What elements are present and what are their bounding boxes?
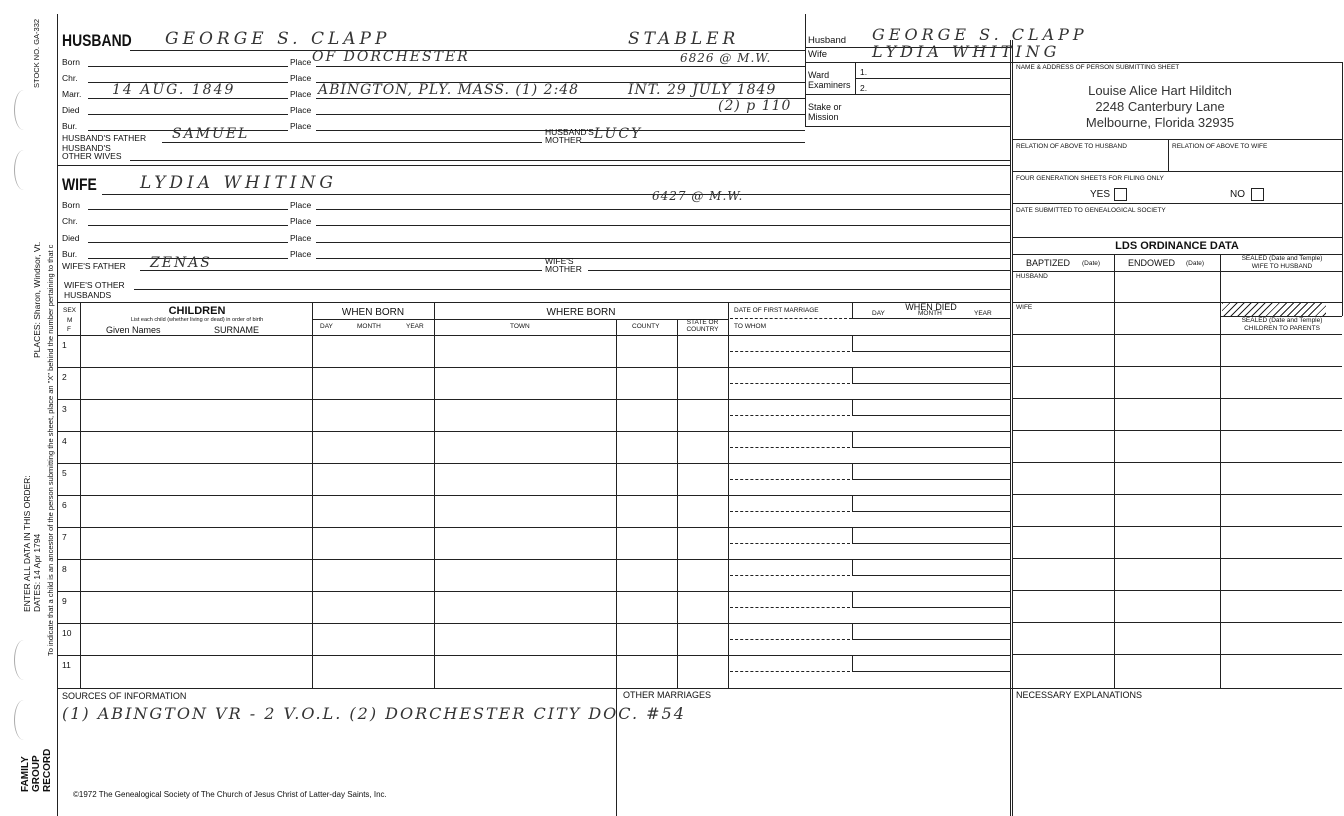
child-row-number: 3 [62, 404, 67, 414]
dates-note-1: ENTER ALL DATA IN THIS ORDER: [22, 475, 32, 612]
sex-label: SEX [63, 307, 77, 314]
husband-chr-place-label: Place [290, 73, 312, 83]
sex-f-label: F [67, 326, 71, 333]
submitter-street[interactable]: 2248 Canterbury Lane [1095, 99, 1225, 114]
right-panel-divider [1010, 40, 1011, 816]
died-date-line [852, 607, 1010, 608]
left-border [57, 14, 58, 816]
husband-ref-note: 6826 @ M.W. [680, 51, 772, 65]
sources-text[interactable]: (1) ABINGTON VR - 2 V.O.L. (2) DORCHESTER CITY DOC. #54 [62, 704, 686, 723]
child-row-number: 11 [62, 660, 71, 670]
table-row [57, 655, 1010, 656]
marriage-date-line [730, 639, 850, 640]
died-day-label: DAY [872, 310, 885, 317]
submitter-name[interactable]: Louise Alice Hart Hilditch [1088, 83, 1232, 98]
yes-checkbox[interactable] [1114, 188, 1127, 201]
binder-hole [14, 90, 33, 130]
relation-wife-label: RELATION OF ABOVE TO WIFE [1172, 143, 1268, 150]
county-label: COUNTY [632, 323, 660, 330]
husband-born-place[interactable]: OF DORCHESTER [312, 49, 470, 65]
died-date-line [852, 351, 1010, 352]
family-group-record-3: RECORD [42, 748, 53, 792]
husband-born-place-label: Place [290, 57, 312, 67]
table-row [57, 367, 1010, 368]
right-panel-divider-2 [1012, 40, 1013, 816]
wife-died-place-label: Place [290, 233, 312, 243]
child-row-number: 9 [62, 596, 67, 606]
state-label-2: COUNTRY [686, 326, 719, 333]
died-date-line [852, 383, 1010, 384]
sealed-children-label-2: CHILDREN TO PARENTS [1244, 325, 1320, 332]
marriage-date-line [730, 351, 850, 352]
when-born-label: WHEN BORN [341, 307, 405, 318]
to-whom-label: TO WHOM [734, 323, 767, 330]
baptized-date-label: (Date) [1082, 260, 1101, 267]
husband-occupation[interactable]: STABLER [628, 29, 740, 49]
where-born-label: WHERE BORN [546, 307, 616, 318]
submitter-label: NAME & ADDRESS OF PERSON SUBMITTING SHEET [1016, 64, 1180, 71]
husband-mother-label-2: MOTHER [545, 135, 582, 145]
marriage-date-line [730, 671, 850, 672]
marriage-date-line [730, 383, 850, 384]
no-label: NO [1230, 189, 1245, 200]
child-row-number: 6 [62, 500, 67, 510]
binder-hole [14, 150, 33, 190]
surname-label: SURNAME [214, 325, 260, 335]
wife-died-label: Died [62, 233, 80, 243]
husband-died-label: Died [62, 105, 80, 115]
sealed-children-label-1: SEALED (Date and Temple) [1241, 317, 1323, 324]
baptized-label: BAPTIZED [1026, 258, 1071, 268]
table-row [57, 431, 1010, 432]
state-label-1: STATE OR [686, 319, 719, 326]
marriage-date-line [730, 575, 850, 576]
stake-label-1: Stake or [808, 102, 842, 112]
marriage-date-line [730, 511, 850, 512]
town-label: TOWN [510, 323, 530, 330]
rh-husband-name[interactable]: GEORGE S. CLAPP [872, 25, 1088, 44]
copyright: ©1972 The Genealogical Society of The Church of Jesus Christ of Latter-day Saints, Inc. [73, 790, 387, 799]
wife-father[interactable]: ZENAS [150, 255, 212, 271]
wife-heading: WIFE [62, 175, 97, 194]
husband-marr-place-label: Place [290, 89, 312, 99]
husband-bur-label: Bur. [62, 121, 78, 131]
husband-other-wives-label-2: OTHER WIVES [62, 151, 122, 161]
husband-born-label: Born [62, 57, 80, 67]
died-date-line [852, 511, 1010, 512]
wife-father-label: WIFE'S FATHER [62, 261, 126, 271]
lds-husband-label: HUSBAND [1016, 273, 1048, 280]
lds-wife-label: WIFE [1016, 304, 1033, 311]
husband-heading: HUSBAND [62, 31, 132, 50]
husband-mother[interactable]: LUCY [594, 126, 643, 142]
wife-other-husbands-label-2: HUSBANDS [64, 290, 112, 300]
wife-bur-label: Bur. [62, 249, 78, 259]
family-group-record-2: GROUP [31, 755, 42, 792]
died-date-line [852, 415, 1010, 416]
died-date-line [852, 671, 1010, 672]
submitter-city[interactable]: Melbourne, Florida 32935 [1085, 115, 1235, 130]
family-group-record-1: FAMILY [20, 756, 31, 792]
wife-other-husbands-label-1: WIFE'S OTHER [64, 280, 125, 290]
endowed-date-label: (Date) [1186, 260, 1205, 267]
husband-name[interactable]: GEORGE S. CLAPP [165, 29, 391, 49]
dates-note-2: DATES: 14 Apr 1794 [32, 533, 42, 612]
husband-marr-place[interactable]: ABINGTON, PLY. MASS. (1) 2:48 [318, 82, 580, 98]
stake-label-2: Mission [808, 112, 839, 122]
wife-mother-label-1: WIFE'S [545, 256, 574, 266]
table-row [57, 463, 1010, 464]
ancestor-note: To indicate that a child is an ancestor of the person submitting the sheet, place an "X" behind the number pertaining to that c [46, 244, 55, 656]
yes-label: YES [1090, 189, 1111, 200]
husband-marr-note: INT. 29 JULY 1849 [628, 82, 777, 98]
hatched-box [1222, 303, 1326, 317]
wife-mother-label-2: MOTHER [545, 264, 582, 274]
marriage-date-line [730, 479, 850, 480]
table-row [57, 527, 1010, 528]
other-marriages-label: OTHER MARRIAGES [623, 690, 712, 700]
born-day-label: DAY [320, 323, 333, 330]
stock-number: STOCK NO. GA-332 [32, 18, 41, 88]
sealed-wife-label-2: WIFE TO HUSBAND [1251, 263, 1313, 270]
four-gen-label: FOUR GENERATION SHEETS FOR FILING ONLY [1016, 175, 1164, 182]
table-row [57, 559, 1010, 560]
died-year-label: YEAR [974, 310, 992, 317]
rh-husband-label: Husband [808, 35, 847, 46]
wife-bur-place-label: Place [290, 249, 312, 259]
examiners-label: Examiners [808, 80, 851, 90]
child-row-number: 4 [62, 436, 67, 446]
rh-wife-name[interactable]: LYDIA WHITING [872, 42, 1061, 61]
died-date-line [852, 639, 1010, 640]
wife-born-label: Born [62, 200, 80, 210]
wife-ref-note: 6427 @ M.W. [652, 189, 744, 203]
marriage-date-line [730, 607, 850, 608]
wife-name[interactable]: LYDIA WHITING [140, 173, 337, 193]
marriage-date-line [730, 543, 850, 544]
children-subtitle: List each child (whether living or dead) in order of birth [130, 317, 264, 323]
died-month-label: MONTH [918, 310, 942, 317]
no-checkbox[interactable] [1251, 188, 1264, 201]
date-submitted-label: DATE SUBMITTED TO GENEALOGICAL SOCIETY [1016, 207, 1166, 214]
husband-marr-date[interactable]: 14 AUG. 1849 [112, 82, 236, 98]
husband-bur-place-label: Place [290, 121, 312, 131]
child-row-number: 8 [62, 564, 67, 574]
first-marriage-label: DATE OF FIRST MARRIAGE [734, 307, 819, 314]
binder-hole [14, 640, 33, 680]
rh-wife-label: Wife [808, 49, 827, 60]
lds-title: LDS ORDINANCE DATA [1115, 240, 1239, 252]
child-row-number: 1 [62, 340, 67, 350]
wife-chr-label: Chr. [62, 216, 78, 226]
table-row [57, 399, 1010, 400]
given-names-label: Given Names [106, 325, 161, 335]
table-row [57, 591, 1010, 592]
sources-label: SOURCES OF INFORMATION [62, 691, 187, 701]
died-date-line [852, 575, 1010, 576]
endowed-label: ENDOWED [1128, 258, 1175, 268]
places-note: PLACES: Sharon, Windsor, Vt. [32, 241, 42, 358]
husband-father[interactable]: SAMUEL [172, 126, 250, 142]
marriage-date-line [730, 415, 850, 416]
when-died-label: WHEN DIED [905, 302, 957, 312]
husband-father-label: HUSBAND'S FATHER [62, 133, 147, 143]
died-date-line [852, 447, 1010, 448]
husband-marr-label: Marr. [62, 89, 82, 99]
sealed-wife-label-1: SEALED (Date and Temple) [1241, 255, 1323, 262]
husband-marr-note-2: (2) p 110 [718, 98, 792, 114]
marriage-date-line [730, 447, 850, 448]
table-row [57, 495, 1010, 496]
child-row-number: 2 [62, 372, 67, 382]
husband-chr-label: Chr. [62, 73, 78, 83]
child-row-number: 5 [62, 468, 67, 478]
born-month-label: MONTH [357, 323, 381, 330]
table-row [57, 623, 1010, 624]
died-date-line [852, 543, 1010, 544]
wife-born-place-label: Place [290, 200, 312, 210]
husband-mother-label-1: HUSBAND'S [545, 127, 594, 137]
binder-hole [14, 700, 33, 740]
husband-died-place-label: Place [290, 105, 312, 115]
wife-chr-place-label: Place [290, 216, 312, 226]
child-row-number: 10 [62, 628, 72, 638]
born-year-label: YEAR [406, 323, 424, 330]
died-date-line [852, 479, 1010, 480]
explanations-label: NECESSARY EXPLANATIONS [1016, 690, 1143, 700]
children-title: CHILDREN [168, 305, 226, 317]
husband-other-wives-label-1: HUSBAND'S [62, 143, 111, 153]
right-header-divider [805, 14, 806, 126]
sex-m-label: M [67, 317, 73, 324]
examiner-1: 1. [860, 67, 868, 77]
relation-husband-label: RELATION OF ABOVE TO HUSBAND [1016, 143, 1127, 150]
examiner-2: 2. [860, 83, 868, 93]
child-row-number: 7 [62, 532, 67, 542]
ward-label: Ward [808, 70, 830, 80]
